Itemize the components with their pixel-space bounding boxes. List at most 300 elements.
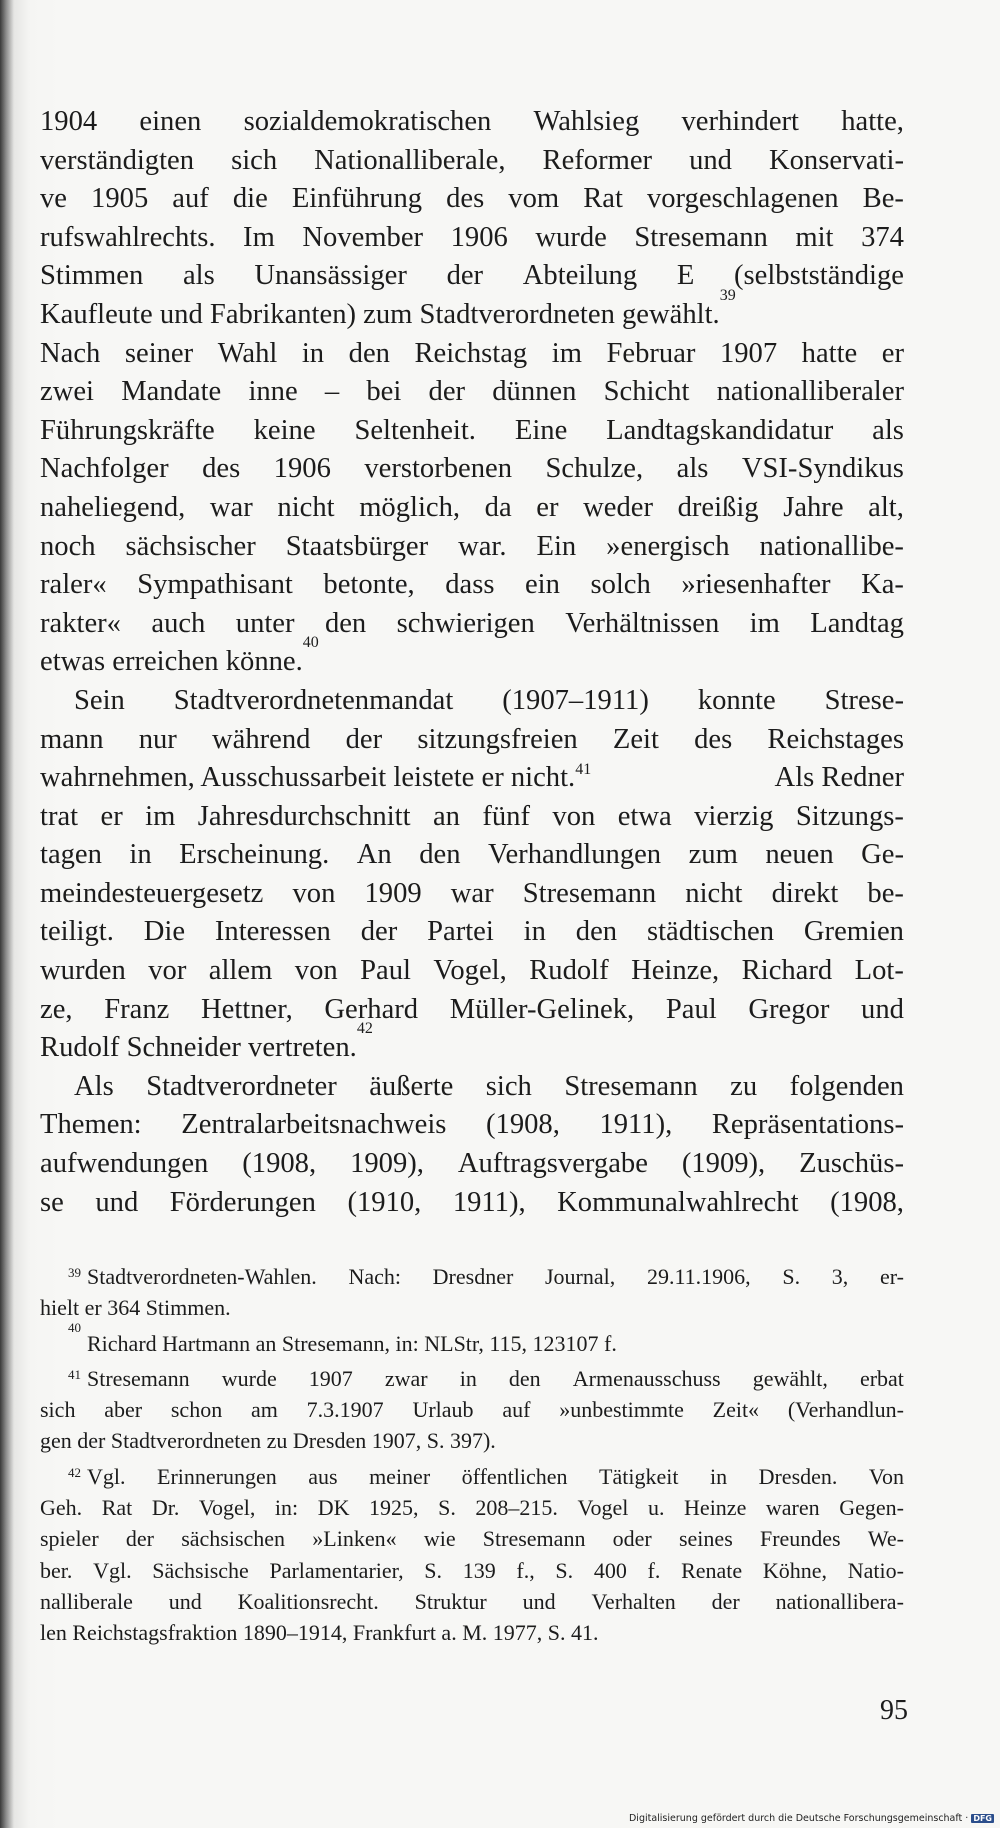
word: öffentlichen [461, 1463, 568, 1489]
word: tagen [40, 839, 102, 871]
word: f., [516, 1557, 535, 1583]
footnote-text: gen der Stadtverordneten zu Dresden 1907, S. 397). [40, 1428, 496, 1454]
footnote-42-line [40, 1492, 904, 1523]
word: Erscheinung. [179, 839, 330, 871]
page-number: 95 [880, 1695, 908, 1726]
word: Verhandlungen [488, 839, 662, 871]
word: den [324, 607, 367, 639]
footnote-ref-40[interactable]: 40 [302, 634, 319, 652]
footnote-41-line [40, 1425, 904, 1456]
word: als [872, 414, 904, 446]
word: folgenden [789, 1070, 904, 1102]
word: mit [795, 221, 834, 253]
footnote-text: Richard Hartmann an Stresemann, in: NLStr, 115, 123107 f. [87, 1330, 617, 1356]
word: Verhalten [591, 1588, 676, 1614]
word: noch [40, 530, 96, 562]
word: Heinze [684, 1495, 747, 1521]
word: Stresemann [564, 1070, 698, 1102]
word: in [523, 916, 546, 948]
word: im [145, 800, 176, 832]
word: dünnen [492, 376, 577, 408]
word: Stresemann [482, 1526, 586, 1552]
footnote-ref-39[interactable]: 39 [719, 286, 736, 304]
word: zwar [384, 1365, 428, 1391]
word: Armenausschuss [572, 1365, 721, 1391]
footnote-42-line [40, 1617, 904, 1648]
word: war [450, 877, 494, 909]
body-line [40, 1106, 904, 1145]
word: 1911), [452, 1186, 526, 1218]
word: nicht [685, 877, 743, 909]
word: Stadtverordnetenmandat [173, 684, 454, 716]
footnote-number: 39 [68, 1265, 81, 1280]
word: Koalitionsrecht. [237, 1588, 379, 1614]
body-line [40, 103, 904, 142]
word: direkt [771, 877, 839, 909]
word: An [356, 839, 392, 871]
body-line [40, 798, 904, 837]
word: DK [317, 1495, 350, 1521]
word: keine [253, 414, 316, 446]
word: und [95, 1186, 139, 1218]
word: Mandate [121, 376, 222, 408]
word: hatte [801, 337, 858, 369]
word: gewählt, [752, 1365, 828, 1391]
word: We- [867, 1526, 904, 1552]
word: 1911), [599, 1109, 673, 1141]
word: vorgeschlagenen [646, 183, 839, 215]
word: Reformer [542, 144, 653, 176]
word: 1907 [719, 337, 778, 369]
word: Vogel, [433, 955, 507, 987]
word: Köhne, [762, 1557, 827, 1583]
word: Heinze, [631, 955, 720, 987]
body-line [40, 605, 904, 644]
word: und [861, 993, 904, 1025]
word: einen [139, 106, 202, 137]
body-line-text: Rudolf Schneider vertreten. [40, 1032, 357, 1064]
word: 1909 [364, 877, 422, 909]
word: S. [555, 1557, 574, 1583]
word: (Verhandlun- [787, 1397, 904, 1423]
word: Stresemann [522, 877, 657, 909]
body-text [40, 103, 904, 1222]
word: 1909), [350, 1148, 424, 1180]
word: von [292, 877, 336, 909]
body-line [40, 286, 904, 335]
word: Zeit« [712, 1397, 760, 1423]
word: nur [138, 723, 177, 755]
word: Urlaub [412, 1397, 474, 1423]
word: äußerte [369, 1070, 454, 1102]
word: wurde [221, 1365, 277, 1391]
word: Interessen [214, 916, 331, 948]
word: f. [647, 1557, 661, 1583]
word: bei [366, 376, 402, 408]
footnote-42-line [40, 1461, 904, 1492]
word: (1907–1911) [502, 684, 649, 716]
word: Sympathisant [137, 569, 293, 601]
word: nationallibera- [775, 1588, 904, 1614]
word: als [676, 453, 709, 485]
word: Tätigkeit [599, 1463, 679, 1489]
word: Sächsische [152, 1557, 249, 1583]
word: wie [423, 1526, 456, 1552]
word: rufswahlrechts. [40, 221, 216, 253]
body-line [40, 412, 904, 451]
word: Natio- [847, 1557, 904, 1583]
body-line-text: wahrnehmen, Ausschussarbeit leistete er nicht. [40, 762, 576, 794]
footnote-41-line [40, 1363, 904, 1394]
word: Rudolf [529, 955, 609, 987]
word: auch [151, 607, 206, 639]
word: er- [879, 1264, 904, 1289]
word: Müller-Gelinek, [449, 993, 635, 1025]
word: in: [274, 1495, 299, 1521]
word: den [348, 337, 390, 369]
word: war. [458, 530, 507, 562]
word: Vgl. [93, 1557, 132, 1583]
word: Struktur [414, 1588, 487, 1614]
footnote-text: len Reichstagsfraktion 1890–1914, Frankfurt a. M. 1977, S. 41. [40, 1620, 599, 1646]
word: betonte, [323, 569, 415, 601]
word: oder [612, 1526, 652, 1552]
footnote-text: hielt er 364 Stimmen. [40, 1295, 231, 1321]
word: Rat [583, 183, 623, 215]
word: des [202, 453, 241, 485]
word: erbat [859, 1365, 904, 1391]
word: vom [508, 183, 560, 215]
body-line [40, 634, 904, 682]
word: auf [502, 1397, 531, 1423]
word: Vogel, [198, 1495, 256, 1521]
word: dreißig [677, 491, 759, 523]
word: Ein [536, 530, 577, 562]
body-line [40, 566, 904, 605]
word: Gregor [748, 993, 830, 1025]
word: da [484, 491, 512, 523]
word: $^{41}$ Stresemann [68, 1365, 190, 1391]
word: Sein [74, 684, 125, 716]
digitization-credit [629, 1813, 994, 1824]
word: seines [678, 1526, 733, 1552]
word: Landtagskandidatur [606, 414, 834, 446]
word: des [446, 183, 485, 215]
word: zwei [40, 376, 94, 408]
word: »energisch [606, 530, 730, 562]
word: »Linken« [312, 1526, 397, 1552]
body-line [40, 528, 904, 567]
word: Be- [862, 183, 904, 215]
word: S. [424, 1557, 443, 1583]
footnote-39-line [40, 1292, 904, 1323]
word: Parlamentarier, [269, 1557, 404, 1583]
word: Franz [104, 993, 170, 1025]
word: möglich, [359, 491, 461, 523]
body-line [40, 142, 904, 181]
word: der [345, 723, 383, 755]
word: verhindert [681, 106, 799, 137]
word: neuen [765, 839, 834, 871]
word: sich [485, 1070, 532, 1102]
footnote-39-line [40, 1261, 904, 1292]
word: Renate [681, 1557, 743, 1583]
word: der [428, 376, 466, 408]
word: am [250, 1397, 278, 1423]
word: Strese- [824, 684, 904, 716]
word: Lot- [854, 955, 904, 987]
word: die [232, 183, 268, 215]
word: sitzungsfreien [417, 723, 578, 755]
word: schon [170, 1397, 223, 1423]
word: mann [40, 723, 104, 755]
word: verstorbenen [364, 453, 513, 485]
body-line [40, 836, 904, 875]
word: Gegen- [839, 1495, 904, 1521]
body-line-text: Kaufleute und Fabrikanten) zum Stadtverordneten gewählt. [40, 298, 720, 330]
word: Hettner, [200, 993, 293, 1025]
word: 1907 [308, 1365, 353, 1391]
word: raler« [40, 569, 107, 601]
word: in [301, 337, 325, 369]
word: sozialdemokratischen [243, 106, 492, 137]
word: inne [248, 376, 298, 408]
word: Journal, [545, 1264, 616, 1289]
body-line [40, 952, 904, 991]
word: Unansässiger [254, 260, 407, 292]
word: der [711, 1588, 740, 1614]
word: Stadtverordneter [146, 1070, 337, 1102]
word: im [749, 607, 780, 639]
footnote-number: 41 [68, 1366, 81, 1382]
dfg-logo-icon: DFG [973, 1814, 992, 1823]
word: 1906 [450, 221, 508, 253]
word: Führungskräfte [40, 414, 215, 446]
word: Landtag [810, 607, 904, 639]
word: vor [148, 955, 187, 987]
body-line-text: etwas erreichen könne. [40, 646, 303, 678]
word: wurde [535, 221, 607, 253]
word: 400 [593, 1557, 627, 1583]
body-line [40, 875, 904, 914]
word: er [100, 800, 123, 832]
word: (1908, [242, 1148, 317, 1180]
word: wurden [40, 955, 126, 987]
body-line [40, 1068, 904, 1107]
word: »riesenhafter [681, 569, 831, 601]
word: be- [867, 877, 904, 909]
footnote-number: 42 [68, 1464, 81, 1480]
footnote-42-line [40, 1586, 904, 1617]
word: alt, [868, 491, 904, 523]
word: ein [524, 569, 560, 601]
word: Einführung [291, 183, 423, 215]
word: Gremien [803, 916, 904, 948]
word: im [551, 337, 582, 369]
word: Im [243, 221, 275, 253]
word: etwa [617, 800, 672, 832]
word: Nationalliberale, [314, 144, 506, 176]
word: 3, [831, 1264, 849, 1289]
word: Paul [360, 955, 411, 987]
body-line [40, 1184, 904, 1223]
word: Kommunalwahlrecht [557, 1186, 799, 1218]
body-line-segment [40, 759, 591, 798]
body-line [40, 991, 904, 1030]
word: Stresemann [634, 221, 768, 253]
word: Schulze, [545, 453, 644, 485]
word: (selbstständige [733, 260, 904, 292]
word: von [552, 800, 596, 832]
body-line [40, 682, 904, 721]
word: des [694, 723, 733, 755]
word: an [432, 800, 460, 832]
word: als [182, 260, 215, 292]
word: Konservati- [768, 144, 904, 176]
word: Förderungen [169, 1186, 316, 1218]
word: Schicht [603, 376, 690, 408]
word: Paul [665, 993, 717, 1025]
word: (1909), [681, 1148, 766, 1180]
word: – [324, 376, 340, 408]
word: zu [730, 1070, 758, 1102]
footnote-41-line [40, 1394, 904, 1425]
word: schwierigen [396, 607, 535, 639]
word: 208–215. [475, 1495, 558, 1521]
word: ber. [40, 1557, 73, 1583]
body-line [40, 219, 904, 258]
word: fünf [482, 800, 530, 832]
word: VSI-Syndikus [741, 453, 904, 485]
word: Verhältnissen [565, 607, 720, 639]
credit-text: Digitalisierung gefördert durch die Deutsche Forschungsgemeinschaft · [628, 1813, 969, 1824]
word: sich [231, 144, 278, 176]
word: (1908, [486, 1109, 560, 1141]
word: Wahlsieg [533, 106, 640, 137]
word: allem [208, 955, 273, 987]
word: meindesteuergesetz [40, 877, 264, 909]
word: aber [104, 1397, 143, 1423]
word: ve [40, 183, 67, 215]
footnote-42-line [40, 1555, 904, 1586]
word: den [575, 916, 618, 948]
word: November [302, 221, 424, 253]
word: während [212, 723, 311, 755]
word: und [522, 1588, 556, 1614]
word: verständigten [40, 144, 195, 176]
word: und [689, 144, 732, 176]
word: 7.3.1907 [306, 1397, 384, 1423]
word: 1904 [40, 106, 98, 137]
word: Richard [741, 955, 833, 987]
body-line [40, 450, 904, 489]
footnote-ref-42[interactable]: 42 [356, 1020, 373, 1038]
footnote-number: 40 [68, 1319, 81, 1335]
word: sächsischer [125, 530, 256, 562]
word: in [129, 839, 152, 871]
word: Ka- [861, 569, 904, 601]
word: weder [583, 491, 653, 523]
word: den [419, 839, 461, 871]
word: Seltenheit. [354, 414, 476, 446]
word: war [209, 491, 253, 523]
word: 1906 [273, 453, 331, 485]
body-line [40, 721, 904, 760]
word: Jahre [783, 491, 844, 523]
word: 29.11.1906, [646, 1264, 751, 1289]
body-line [40, 335, 904, 374]
word: nicht [277, 491, 335, 523]
word: $^{39}$ Stadtverordneten-Wahlen. [68, 1264, 317, 1289]
body-line [40, 913, 904, 952]
word: Reichstages [767, 723, 904, 755]
word: Reichstag [414, 337, 528, 369]
word: (1908, [830, 1186, 904, 1218]
word: waren [765, 1495, 820, 1521]
word: Von [868, 1463, 904, 1489]
word: Dr. [151, 1495, 180, 1521]
word: 1905 [91, 183, 149, 215]
body-line [40, 489, 904, 528]
word: trat [40, 800, 79, 832]
word: nationalliberaler [716, 376, 904, 408]
word: Eine [514, 414, 568, 446]
word: von [294, 955, 338, 987]
word: S. [782, 1264, 801, 1289]
word: konnte [697, 684, 776, 716]
word: meiner [369, 1463, 431, 1489]
word: dass [445, 569, 495, 601]
word: 139 [462, 1557, 496, 1583]
word: Dresden. [758, 1463, 838, 1489]
word: teiligt. [40, 916, 114, 948]
word: se [40, 1186, 64, 1218]
footnote-40-line [40, 1319, 904, 1359]
word: Rat [101, 1495, 133, 1521]
word: Stimmen [40, 260, 144, 292]
word: unter [235, 607, 295, 639]
body-line [40, 257, 904, 296]
word: der [125, 1526, 154, 1552]
word: er [536, 491, 559, 523]
word: 374 [861, 221, 904, 253]
word: rakter« [40, 607, 121, 639]
word: nalliberale [40, 1588, 133, 1614]
body-line [40, 373, 904, 412]
word: »unbestimmte [559, 1397, 684, 1423]
footnote-ref-41[interactable]: 41 [575, 761, 592, 779]
word: in [709, 1463, 728, 1489]
word: Zuschüs- [799, 1148, 904, 1180]
word: städtischen [646, 916, 775, 948]
word: der [446, 260, 484, 292]
word: sächsischen [181, 1526, 286, 1552]
word: nationallibe- [759, 530, 904, 562]
word: Als [74, 1070, 114, 1102]
word: (1910, [347, 1186, 422, 1218]
word: aus [308, 1463, 338, 1489]
word: in [459, 1365, 477, 1391]
word: Sitzungs- [795, 800, 904, 832]
word: hatte, [841, 106, 904, 137]
word: sich [40, 1397, 76, 1423]
word: Partei [427, 916, 494, 948]
word: $^{42}$ Vgl. [68, 1463, 126, 1489]
body-line [40, 759, 904, 798]
word: Gerhard [324, 993, 419, 1025]
word: und [168, 1588, 202, 1614]
word: Auftragsvergabe [457, 1148, 648, 1180]
